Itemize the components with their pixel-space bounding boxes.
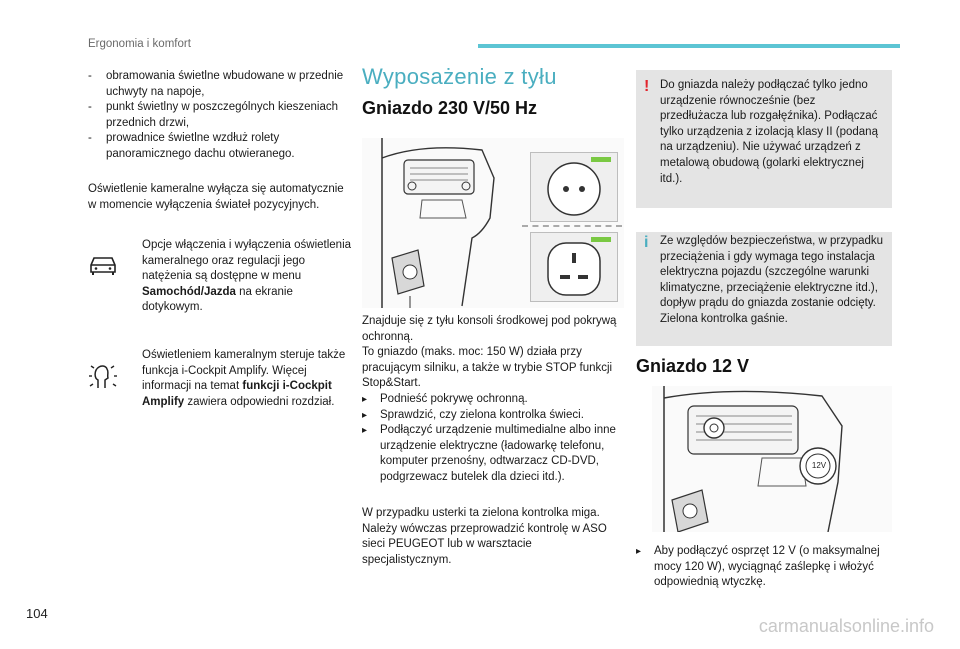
info-box [636,232,892,346]
warning-box [636,70,892,208]
lighting-list [88,69,350,163]
socket-12v-label: 12V [811,461,827,470]
list-item: ▸ Aby podłączyć osprzęt 12 V (o maksymalnej mocy 120 W), wyciągnąć zaślepkę i włożyć odpowiednią wtyczkę. [636,544,892,591]
socket-12v-steps [636,544,892,591]
auto-off-paragraph: Oświetlenie kameralne wyłącza się automatycznie w momencie wyłączenia świateł pozycyjnych. [88,183,344,211]
steps-list [362,392,624,486]
list-item: ▸ Podłączyć urządzenie multimedialne albo inne urządzenie elektryczne (ładowarkę telefonu, komputer przenośny, odtwarzacz CD-DVD, podgrzewacz butelek dla dzieci itd.). [362,423,624,485]
list-item: - obramowania świetlne wbudowane w przednie uchwyty na napoje, [88,69,350,100]
info-text: Ze względów bezpieczeństwa, w przypadku przeciążenia i gdy wymaga tego instalacja elektryczna pojazdu (szczególne warunki klimatyczne, przeciążenie elektryczne itd.), dopływ prądu do gniazda zostanie odcięty. Zielona kontrolka gaśnie. [660,235,884,325]
socket-230v-description: Znajduje się z tyłu konsoli środkowej pod pokrywą ochronną. To gniazdo (maks. moc: 150 W) działa przy pracującym silniku, a także w trybie STOP funkcji Stop&Start. ▸ Podnieść pokrywę ochronną. ▸ Sprawdzić, czy zielona kontrolka świeci. ▸ Podłączyć urządzenie multimedialne albo inne urządzenie elektryczne (ładowarkę telefonu, komputer przenośny, odtwarzacz CD-DVD, podgrzewacz butelek dla dzieci itd.). [362,314,624,486]
info-icon: i [644,234,649,251]
socket-230v-heading: Gniazdo 230 V/50 Hz [362,98,538,118]
list-item: ▸ Sprawdzić, czy zielona kontrolka świeci. [362,408,624,424]
list-item: - prowadnice świetlne wzdłuż rolety panoramicznego dachu otwieranego. [88,131,350,162]
socket-12v-heading: Gniazdo 12 V [636,356,750,376]
socket-type-b-picture [530,232,618,302]
list-item: - punkt świetlny w poszczególnych kieszeniach przednich drzwi, [88,100,350,131]
warning-text: Do gniazda należy podłączać tylko jedno urządzenie równocześnie (bez przedłużacza lub rozgałęźnika). Podłączać tylko urządzenia z izolacją klasy II (podaną na urządzeniu). Nie używać urządzeń z metalową obudową (golarki elektrycznej itd.). [660,79,878,185]
chapter-title: Ergonomia i komfort [88,38,191,50]
watermark: carmanualsonline.info [758,616,934,636]
rear-console-12v-illustration [652,386,892,532]
rear-console-230v-illustration [362,138,624,308]
amplify-note: Oświetleniem kameralnym steruje także funkcja i-Cockpit Amplify. Więcej informacji na temat funkcji i-Cockpit Amplify zawiera odpowiedni rozdział. [142,349,346,408]
divider [522,225,622,228]
section-title: Wyposażenie z tyłu [362,64,557,89]
list-item: ▸ Podnieść pokrywę ochronną. [362,392,624,408]
socket-led-on-picture [530,152,618,222]
warning-icon: ! [644,78,650,95]
failure-note: W przypadku usterki ta zielona kontrolka miga. Należy wówczas przeprowadzić kontrolę w ASO sieci PEUGEOT lub w warsztacie specjalistycznym. [362,507,607,566]
page-number: 104 [26,606,48,621]
settings-menu-note: Opcje włączenia i wyłączenia oświetlenia kameralnego oraz regulacji jego natężenia są dostępne w menu Samochód/Jazda na ekranie dotykowym. [142,239,352,314]
car-settings-icon [88,252,118,282]
header-divider [478,44,900,48]
i-cockpit-amplify-icon [88,360,118,390]
